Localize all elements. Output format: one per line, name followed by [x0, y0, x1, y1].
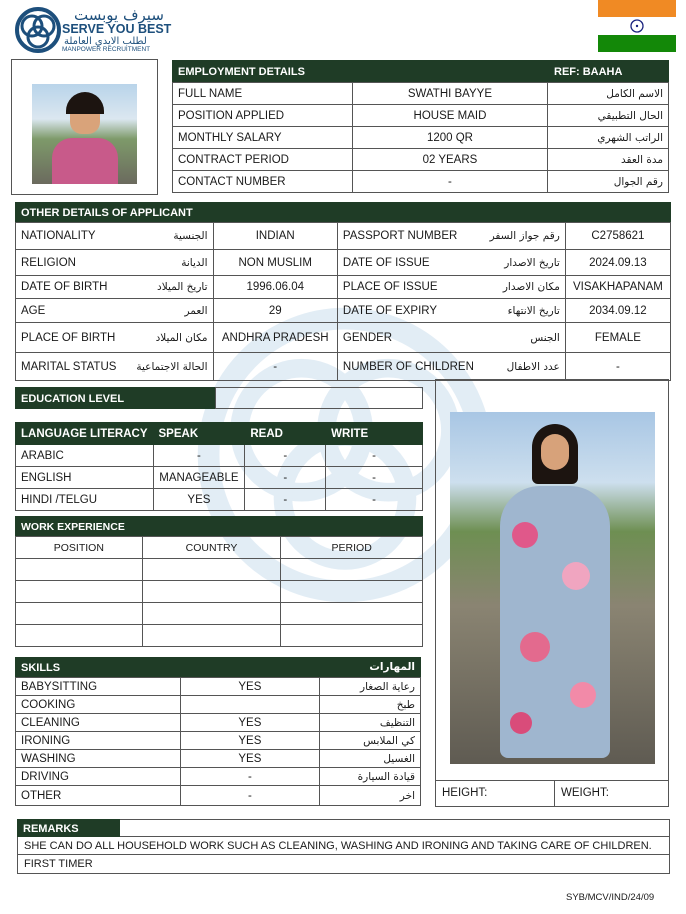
field-value: 1200 QR	[352, 127, 548, 149]
logo-arabic: سيرف يوبست	[74, 6, 164, 24]
skill-name: IRONING	[16, 732, 181, 750]
document-code: SYB/MCV/IND/24/09	[566, 892, 655, 903]
skill-row	[16, 786, 421, 806]
employment-details-title: EMPLOYMENT DETAILS	[178, 66, 305, 78]
speak-value: -	[153, 445, 245, 467]
weight-cell	[555, 780, 668, 807]
field-arabic: تاريخ الانتهاء	[479, 299, 565, 323]
work-row	[16, 559, 423, 581]
education-level-value	[215, 387, 423, 409]
education-level-title: EDUCATION LEVEL	[21, 393, 125, 405]
skill-value: -	[180, 786, 320, 806]
remarks-header-blank	[120, 819, 670, 837]
field-arabic: الراتب الشهري	[548, 127, 669, 149]
other-row	[16, 223, 671, 250]
skill-value: YES	[180, 750, 320, 768]
other-details-table	[15, 222, 671, 381]
skill-name: CLEANING	[16, 714, 181, 732]
column-header: WRITE	[326, 423, 423, 445]
applicant-photo-small	[32, 84, 137, 184]
skills-table	[15, 677, 421, 806]
skill-row	[16, 696, 421, 714]
field-value: -	[213, 353, 337, 381]
india-flag	[598, 0, 676, 52]
other-row	[16, 353, 671, 381]
skill-row	[16, 678, 421, 696]
skill-arabic: كي الملابس	[320, 732, 421, 750]
other-row	[16, 299, 671, 323]
field-label: PASSPORT NUMBER	[337, 223, 478, 250]
field-arabic: مدة العقد	[548, 149, 669, 171]
field-arabic: مكان الميلاد	[123, 323, 213, 353]
skill-value	[180, 696, 320, 714]
other-row	[16, 276, 671, 299]
speak-value: MANAGEABLE	[153, 467, 245, 489]
employment-row	[173, 127, 669, 149]
field-value: 29	[213, 299, 337, 323]
skill-arabic: طبخ	[320, 696, 421, 714]
skills-header	[15, 657, 421, 677]
field-arabic: رقم جواز السفر	[479, 223, 565, 250]
field-value: 1996.06.04	[213, 276, 337, 299]
column-header: COUNTRY	[142, 537, 281, 559]
applicant-photo-full	[450, 412, 655, 764]
field-label: GENDER	[337, 323, 478, 353]
field-value: -	[352, 171, 548, 193]
work-experience-header	[15, 516, 423, 536]
language-name: HINDI /TELGU	[16, 489, 154, 511]
height-cell	[436, 780, 555, 807]
skill-row	[16, 714, 421, 732]
skill-value: YES	[180, 732, 320, 750]
field-label: DATE OF ISSUE	[337, 250, 478, 276]
logo-icon	[14, 6, 62, 54]
skill-row	[16, 750, 421, 768]
language-name: ENGLISH	[16, 467, 154, 489]
column-header: PERIOD	[281, 537, 423, 559]
skill-row	[16, 732, 421, 750]
employment-details-header	[172, 60, 669, 82]
remarks-title: REMARKS	[23, 823, 79, 835]
field-arabic: العمر	[123, 299, 213, 323]
work-header-row	[16, 537, 423, 559]
field-label: DATE OF BIRTH	[16, 276, 124, 299]
skill-arabic: رعاية الصغار	[320, 678, 421, 696]
logo-arabic-sub: لطلب الايدي العاملة	[64, 36, 147, 47]
photo-frame-large	[435, 379, 669, 807]
weight-label: WEIGHT:	[561, 787, 609, 799]
field-value: 02 YEARS	[352, 149, 548, 171]
field-label: RELIGION	[16, 250, 124, 276]
write-value: -	[326, 467, 423, 489]
skill-name: COOKING	[16, 696, 181, 714]
field-value: NON MUSLIM	[213, 250, 337, 276]
column-header: LANGUAGE LITERACY	[16, 423, 154, 445]
education-level-header	[15, 387, 215, 409]
field-label: NUMBER OF CHILDREN	[337, 353, 478, 381]
field-label: NATIONALITY	[16, 223, 124, 250]
skill-arabic: قيادة السيارة	[320, 768, 421, 786]
field-label: FULL NAME	[173, 83, 353, 105]
field-arabic: الديانة	[123, 250, 213, 276]
column-header: READ	[245, 423, 326, 445]
logo-english: SERVE YOU BEST	[62, 22, 172, 36]
skill-name: DRIVING	[16, 768, 181, 786]
skill-arabic: التنظيف	[320, 714, 421, 732]
language-name: ARABIC	[16, 445, 154, 467]
other-details-header	[15, 202, 671, 222]
skills-title-arabic: المهارات	[369, 661, 415, 673]
field-arabic: الحالة الاجتماعية	[123, 353, 213, 381]
speak-value: YES	[153, 489, 245, 511]
field-arabic: الاسم الكامل	[548, 83, 669, 105]
field-value: INDIAN	[213, 223, 337, 250]
field-label: CONTACT NUMBER	[173, 171, 353, 193]
remarks-text: SHE CAN DO ALL HOUSEHOLD WORK SUCH AS CLEANING, WASHING AND IRONING AND TAKING CARE OF CHILDREN.	[24, 840, 652, 852]
field-arabic: عدد الاطفال	[479, 353, 565, 381]
employment-row	[173, 105, 669, 127]
field-label: MARITAL STATUS	[16, 353, 124, 381]
ref-code: REF: BAAHA	[554, 66, 623, 78]
field-value: VISAKHAPANAM	[565, 276, 670, 299]
column-header: POSITION	[16, 537, 143, 559]
field-value: ANDHRA PRADESH	[213, 323, 337, 353]
field-label: MONTHLY SALARY	[173, 127, 353, 149]
employment-row	[173, 171, 669, 193]
field-arabic: رقم الجوال	[548, 171, 669, 193]
skill-value: YES	[180, 678, 320, 696]
field-value: 2024.09.13	[565, 250, 670, 276]
read-value: -	[245, 445, 326, 467]
logo-sub: MANPOWER RECRUITMENT	[62, 46, 151, 53]
field-label: PLACE OF BIRTH	[16, 323, 124, 353]
write-value: -	[326, 445, 423, 467]
read-value: -	[245, 467, 326, 489]
language-row	[16, 489, 423, 511]
work-row	[16, 581, 423, 603]
height-label: HEIGHT:	[442, 787, 488, 799]
field-label: DATE OF EXPIRY	[337, 299, 478, 323]
skills-title: SKILLS	[21, 662, 61, 674]
skill-name: WASHING	[16, 750, 181, 768]
employment-row	[173, 83, 669, 105]
other-row	[16, 250, 671, 276]
skill-value: YES	[180, 714, 320, 732]
work-experience-title: WORK EXPERIENCE	[21, 521, 125, 533]
field-value: SWATHI BAYYE	[352, 83, 548, 105]
skill-name: OTHER	[16, 786, 181, 806]
field-value: FEMALE	[565, 323, 670, 353]
remarks-note: FIRST TIMER	[24, 858, 93, 870]
skill-value: -	[180, 768, 320, 786]
language-row	[16, 445, 423, 467]
employment-table	[172, 82, 669, 193]
field-label: AGE	[16, 299, 124, 323]
employment-row	[173, 149, 669, 171]
language-header-row	[16, 423, 423, 445]
field-label: PLACE OF ISSUE	[337, 276, 478, 299]
field-arabic: الجنس	[479, 323, 565, 353]
skill-arabic: اخر	[320, 786, 421, 806]
column-header: SPEAK	[153, 423, 245, 445]
remarks-header	[17, 819, 120, 837]
work-row	[16, 625, 423, 647]
field-value: HOUSE MAID	[352, 105, 548, 127]
skill-name: BABYSITTING	[16, 678, 181, 696]
company-logo	[14, 6, 214, 56]
remarks-box	[17, 837, 670, 874]
ashoka-chakra-icon	[630, 19, 644, 33]
field-label: POSITION APPLIED	[173, 105, 353, 127]
field-arabic: مكان الاصدار	[479, 276, 565, 299]
field-arabic: تاريخ الاصدار	[479, 250, 565, 276]
skill-row	[16, 768, 421, 786]
field-value: 2034.09.12	[565, 299, 670, 323]
other-row	[16, 323, 671, 353]
write-value: -	[326, 489, 423, 511]
field-label: CONTRACT PERIOD	[173, 149, 353, 171]
language-table	[15, 422, 423, 511]
read-value: -	[245, 489, 326, 511]
field-value: -	[565, 353, 670, 381]
work-experience-table	[15, 536, 423, 647]
skill-arabic: الغسيل	[320, 750, 421, 768]
work-row	[16, 603, 423, 625]
language-row	[16, 467, 423, 489]
photo-frame-small	[11, 59, 158, 195]
other-details-title: OTHER DETAILS OF APPLICANT	[21, 207, 193, 219]
field-value: C2758621	[565, 223, 670, 250]
field-arabic: تاريخ الميلاد	[123, 276, 213, 299]
field-arabic: الجنسية	[123, 223, 213, 250]
field-arabic: الحال التطبيقي	[548, 105, 669, 127]
